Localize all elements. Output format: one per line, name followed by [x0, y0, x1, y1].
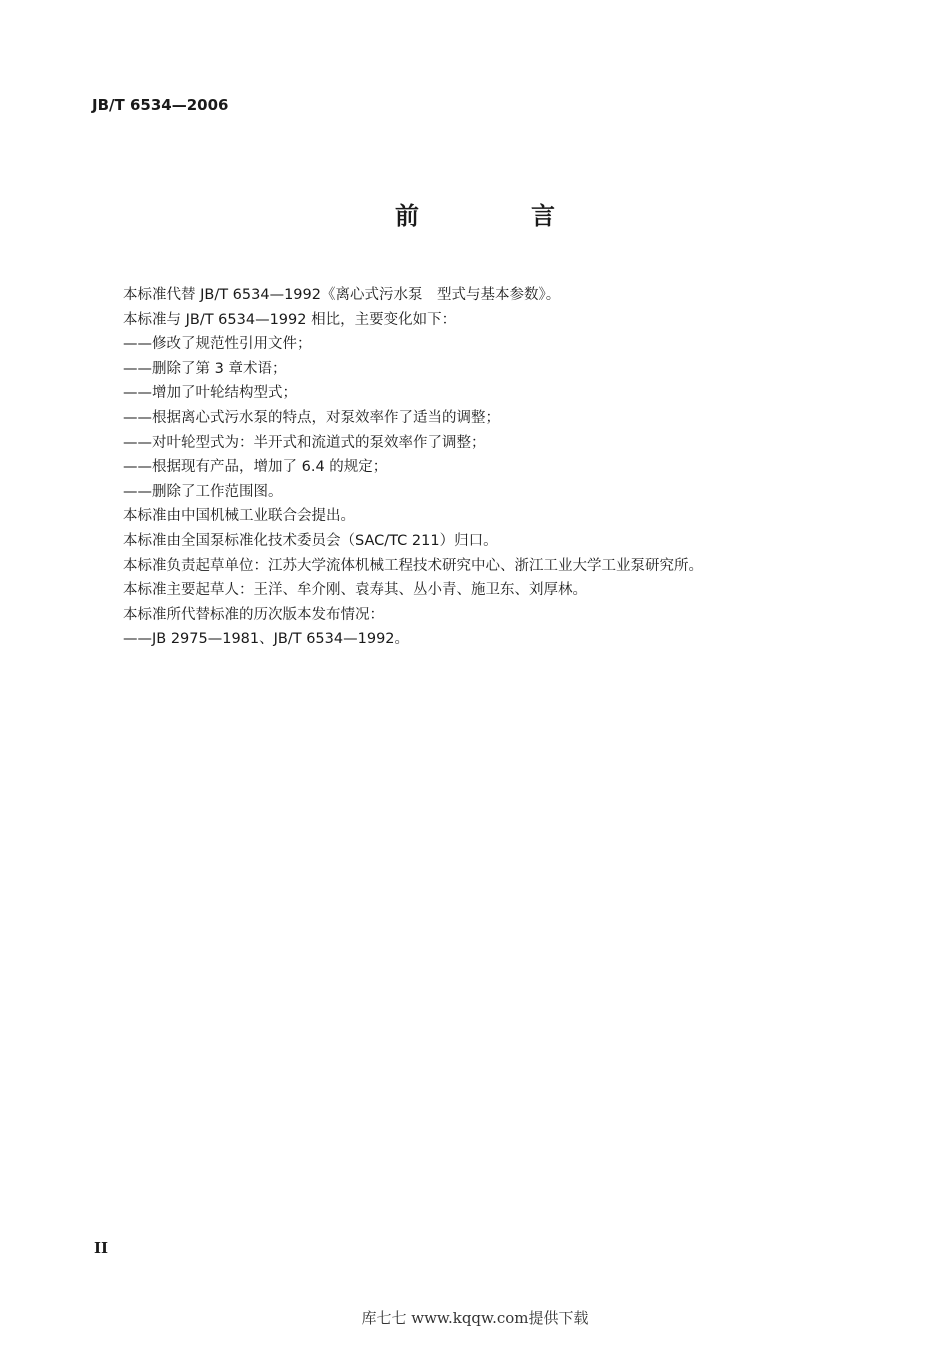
- paragraph-line: 本标准所代替标准的历次版本发布情况：: [123, 606, 384, 623]
- paragraph-line: 本标准由中国机械工业联合会提出。: [123, 508, 355, 525]
- paragraph-line: 本标准负责起草单位：江苏大学流体机械工程技术研究中心、浙江工业大学工业泵研究所。: [123, 557, 703, 574]
- foreword-body: [123, 283, 843, 652]
- list-item: ——对叶轮型式为：半开式和流道式的泵效率作了调整；: [123, 434, 486, 451]
- paragraph-line: 本标准与 JB/T 6534—1992 相比，主要变化如下：: [123, 311, 457, 328]
- list-item: ——JB 2975—1981、JB/T 6534—1992。: [123, 631, 410, 648]
- list-item: ——删除了工作范围图。: [123, 483, 283, 500]
- download-watermark: 库七七 www.kqqw.com提供下载: [361, 1309, 589, 1327]
- list-item: ——根据现有产品，增加了 6.4 的规定；: [123, 459, 388, 476]
- list-item: ——增加了叶轮结构型式；: [123, 385, 297, 402]
- list-item: ——删除了第 3 章术语；: [123, 360, 287, 377]
- paragraph-line: 本标准代替 JB/T 6534—1992《离心式污水泵 型式与基本参数》。: [123, 287, 561, 303]
- paragraph-line: 本标准主要起草人：王洋、牟介刚、袁寿其、丛小青、施卫东、刘厚林。: [123, 582, 587, 599]
- standard-code: JB/T 6534—2006: [92, 96, 229, 114]
- list-item: ——修改了规范性引用文件；: [123, 336, 312, 353]
- paragraph-line: 本标准由全国泵标准化技术委员会（SAC/TC 211）归口。: [123, 532, 498, 549]
- page-title: 前 言: [395, 202, 599, 230]
- list-item: ——根据离心式污水泵的特点，对泵效率作了适当的调整；: [123, 409, 500, 426]
- page-number: II: [94, 1239, 109, 1257]
